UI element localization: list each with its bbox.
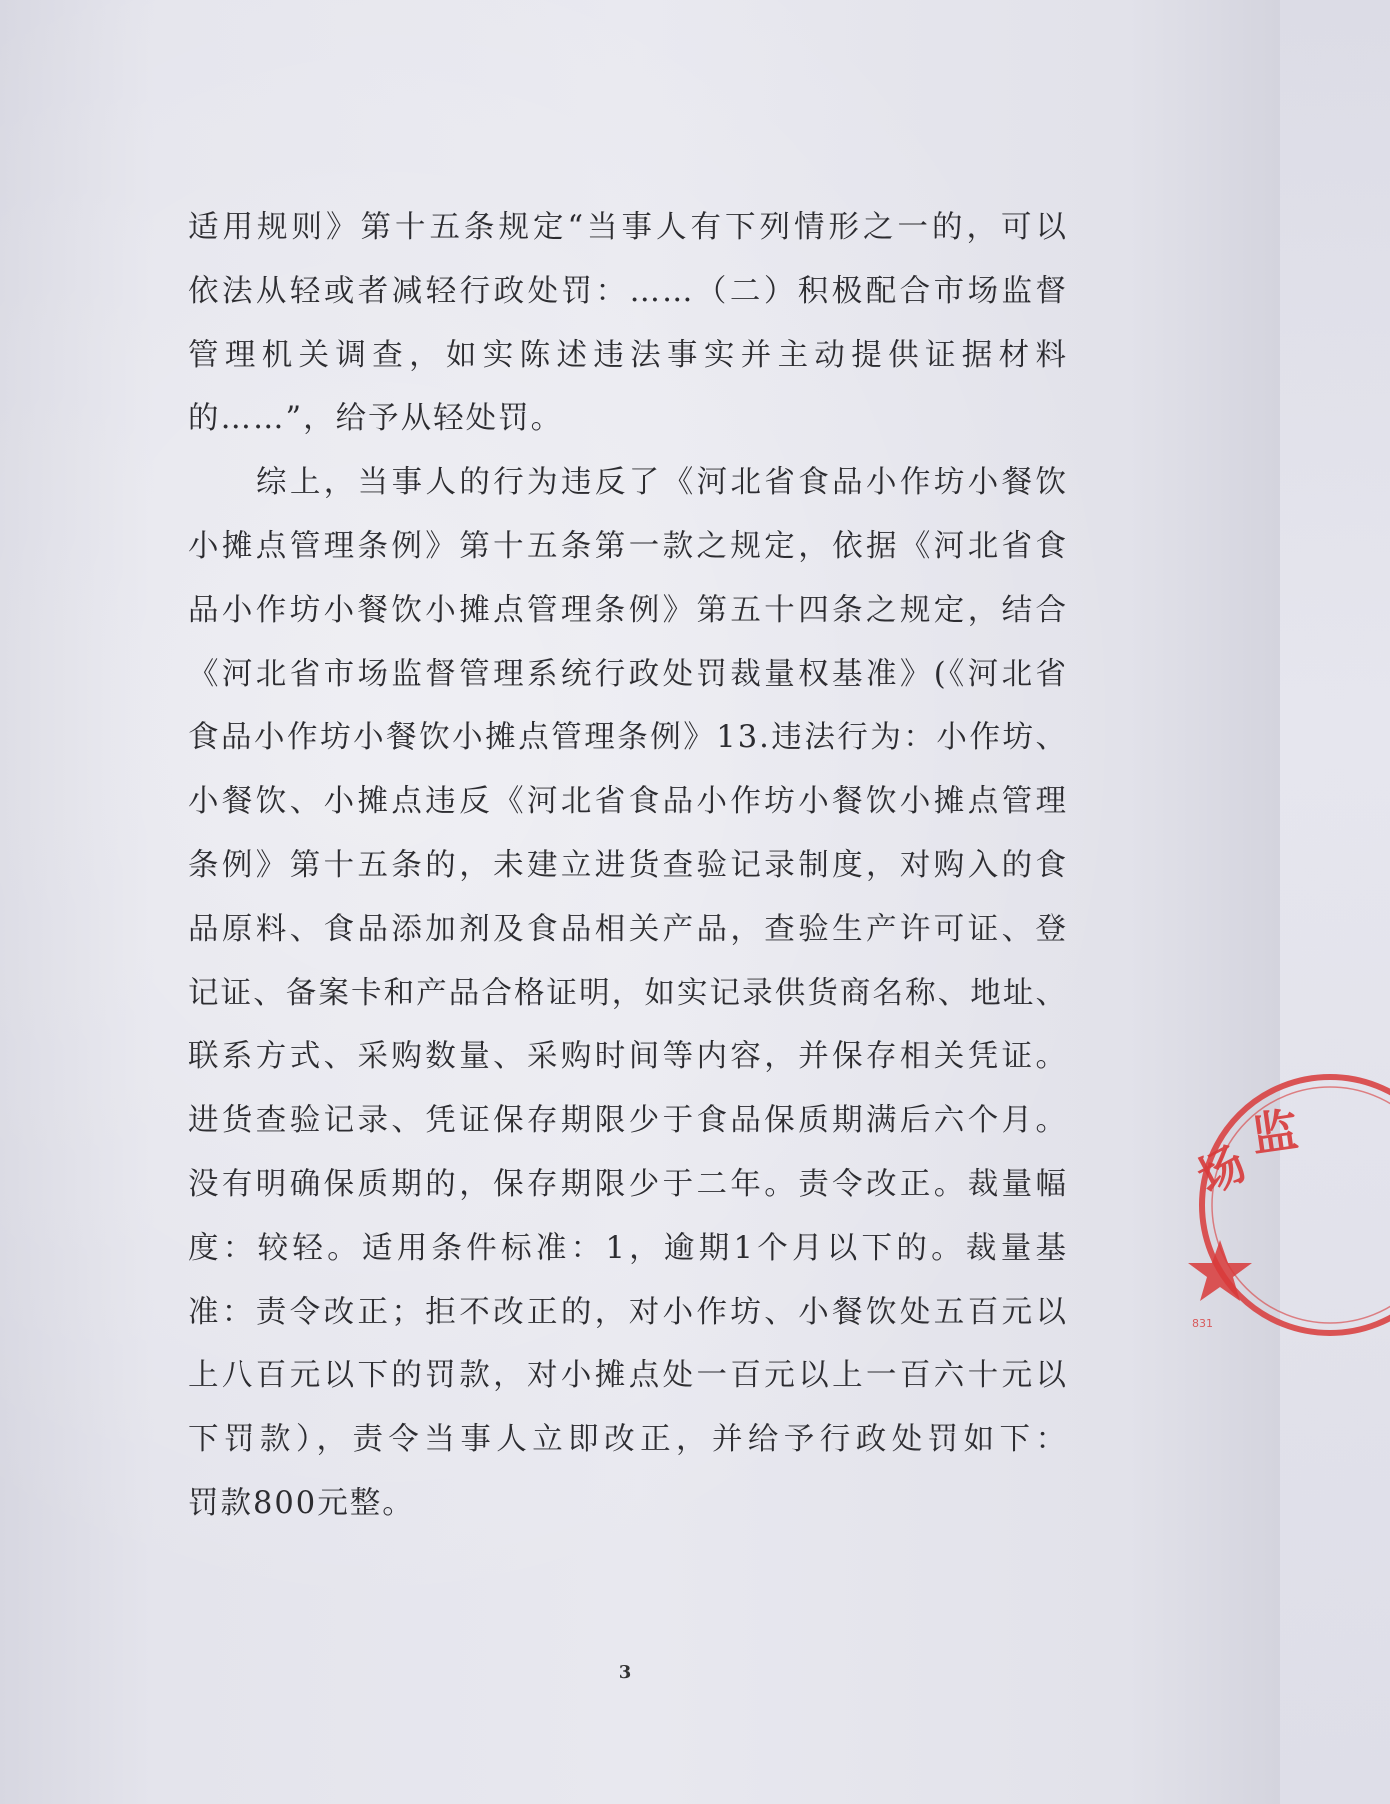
- text-line: 准：责令改正；拒不改正的，对小作坊、小餐饮处五百元以: [188, 1294, 1068, 1330]
- text-line: 记证、备案卡和产品合格证明，如实记录供货商名称、地址、: [188, 975, 1068, 1011]
- text-line: 度：较轻。适用条件标准：1，逾期1个月以下的。裁量基: [188, 1230, 1068, 1266]
- text-line: 食品小作坊小餐饮小摊点管理条例》13.违法行为：小作坊、: [188, 720, 1068, 756]
- svg-text:场: 场: [1188, 1135, 1255, 1205]
- paragraph-1: [188, 196, 1068, 451]
- page-number: 3: [618, 1662, 632, 1683]
- text-line: 没有明确保质期的，保存期限少于二年。责令改正。裁量幅: [188, 1166, 1068, 1202]
- text-line: 联系方式、采购数量、采购时间等内容，并保存相关凭证。: [188, 1039, 1068, 1075]
- text-line: 品小作坊小餐饮小摊点管理条例》第五十四条之规定，结合: [188, 592, 1068, 628]
- paragraph-2: [188, 451, 1068, 1536]
- text-line: 管理机关调查，如实陈述违法事实并主动提供证据材料: [188, 337, 1068, 373]
- svg-text:监: 监: [1248, 1102, 1302, 1163]
- text-line: 适用规则》第十五条规定“当事人有下列情形之一的，可以: [188, 210, 1068, 245]
- text-line: 罚款800元整。: [188, 1485, 415, 1521]
- text-line: 依法从轻或者减轻行政处罚：……（二）积极配合市场监督: [188, 273, 1068, 309]
- svg-text:831: 831: [1192, 1317, 1213, 1330]
- text-line: 下罚款），责令当事人立即改正，并给予行政处罚如下：: [188, 1422, 1068, 1458]
- document-body: [188, 196, 1068, 1536]
- text-line: 小餐饮、小摊点违反《河北省食品小作坊小餐饮小摊点管理: [188, 784, 1068, 820]
- text-line: 条例》第十五条的，未建立进货查验记录制度，对购入的食: [188, 847, 1068, 883]
- text-line: 的……”，给予从轻处罚。: [188, 401, 564, 437]
- text-line: 小摊点管理条例》第十五条第一款之规定，依据《河北省食: [188, 528, 1068, 564]
- text-line: 进货查验记录、凭证保存期限少于食品保质期满后六个月。: [188, 1103, 1068, 1139]
- official-seal-icon: [1190, 1065, 1390, 1345]
- text-line: 上八百元以下的罚款，对小摊点处一百元以上一百六十元以: [188, 1358, 1068, 1394]
- text-line: 综上，当事人的行为违反了《河北省食品小作坊小餐饮: [256, 465, 1068, 501]
- text-line: 《河北省市场监督管理系统行政处罚裁量权基准》(《河北省: [188, 656, 1068, 692]
- text-line: 品原料、食品添加剂及食品相关产品，查验生产许可证、登: [188, 911, 1068, 947]
